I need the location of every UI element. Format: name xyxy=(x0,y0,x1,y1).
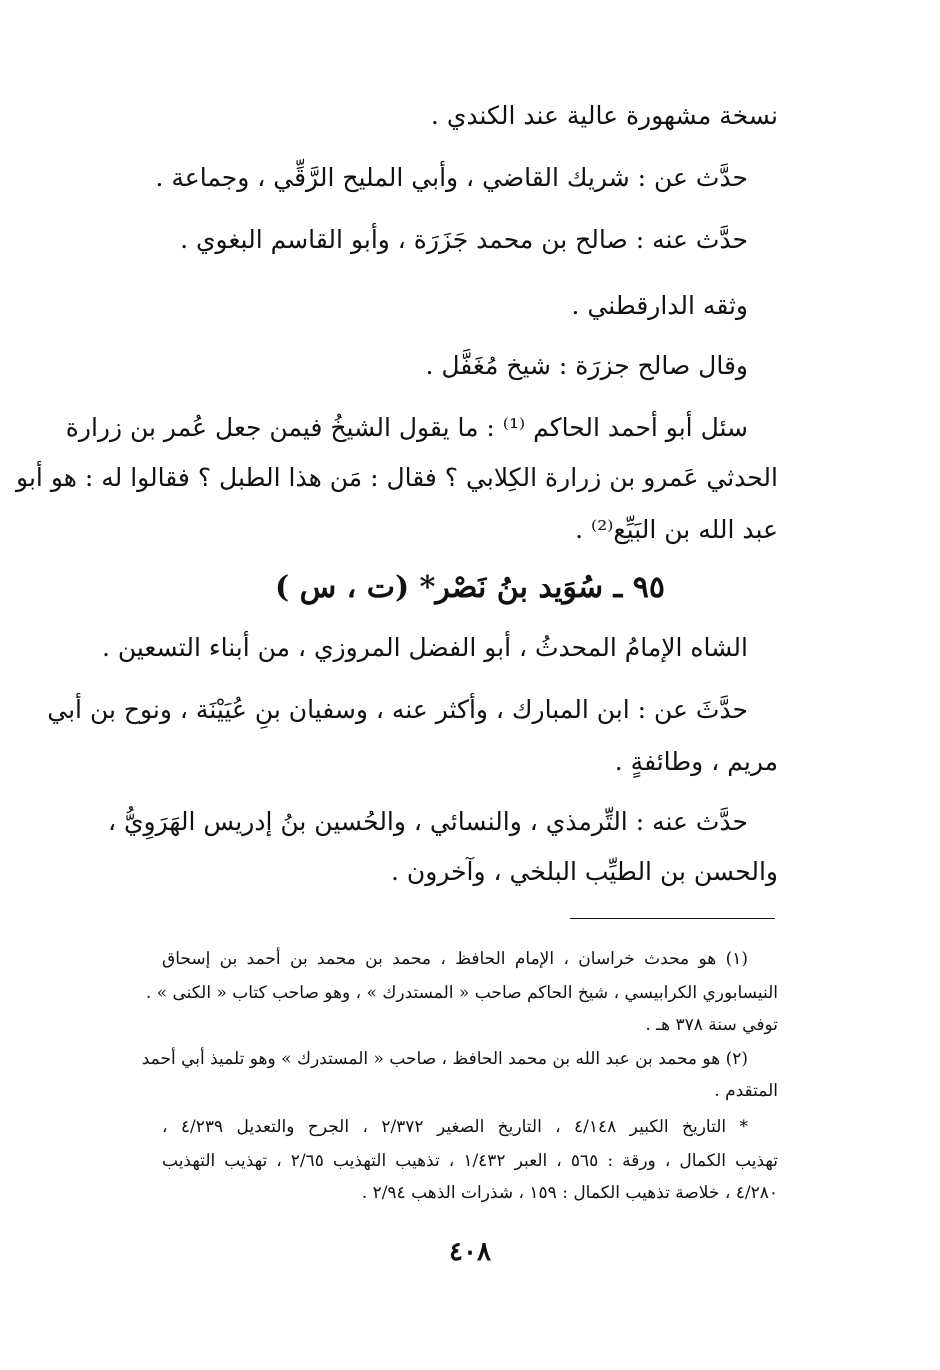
footnote-line-5: المتقدم . xyxy=(714,1081,778,1101)
footnote-line-1: (١) هو محدث خراسان ، الإمام الحافظ ، محمد بن محمد بن أحمد بن إسحاق xyxy=(162,949,748,969)
body-line-8: عبد الله بن البَيِّع⁽²⁾ . xyxy=(575,515,778,544)
body-line-3: حدَّث عنه : صالح بن محمد جَزَرَة ، وأبو القاسم البغوي . xyxy=(180,225,748,254)
footnote-separator xyxy=(570,918,775,919)
footnote-line-2: النيسابوري الكرابيسي ، شيخ الحاكم صاحب « المستدرك » ، وهو صاحب كتاب « الكنى » . xyxy=(145,983,778,1003)
footnote-line-7: تهذيب الكمال ، ورقة : ٥٦٥ ، العبر ١/٤٣٢ ، تذهيب التهذيب ٢/٦٥ ، تهذيب التهذيب xyxy=(162,1151,778,1171)
page-number: ٤٠٨ xyxy=(449,1237,491,1267)
body-line-6: سئل أبو أحمد الحاكم ⁽¹⁾ : ما يقول الشيخُ فيمن جعل عُمر بن زرارة xyxy=(65,413,748,442)
entry-heading: ٩٥ ـ سُوَيد بنُ نَصْر* (ت ، س ) xyxy=(274,570,666,605)
body-line-1: نسخة مشهورة عالية عند الكندي . xyxy=(430,101,778,130)
footnote-line-6: * التاريخ الكبير ٤/١٤٨ ، التاريخ الصغير ٢/٣٧٢ ، الجرح والتعديل ٤/٢٣٩ ، xyxy=(162,1117,748,1137)
body-line-2: حدَّث عن : شريك القاضي ، وأبي المليح الرَّقِّي ، وجماعة . xyxy=(155,163,748,192)
body-line-4: وثقه الدارقطني . xyxy=(571,291,748,320)
footnote-line-3: توفي سنة ٣٧٨ هـ . xyxy=(645,1015,778,1035)
entry-line-4: حدَّث عنه : التِّرمذي ، والنسائي ، والحُسين بنُ إدريس الهَرَوِيُّ ، xyxy=(107,807,748,836)
body-line-5: وقال صالح جزرَة : شيخ مُغَفَّل . xyxy=(425,351,748,380)
entry-line-3: مريم ، وطائفةٍ . xyxy=(614,747,778,776)
footnote-line-4: (٢) هو محمد بن عبد الله بن محمد الحافظ ، صاحب « المستدرك » وهو تلميذ أبي أحمد xyxy=(141,1049,748,1069)
entry-line-5: والحسن بن الطيِّب البلخي ، وآخرون . xyxy=(390,857,778,886)
entry-line-2: حدَّثَ عن : ابن المبارك ، وأكثر عنه ، وسفيان بنِ عُيَيْنَة ، ونوح بن أبي xyxy=(47,695,748,724)
footnote-line-8: ٤/٢٨٠ ، خلاصة تذهيب الكمال : ١٥٩ ، شذرات الذهب ٢/٩٤ . xyxy=(361,1183,778,1203)
body-line-7: الحدثي عَمرو بن زرارة الكِلابي ؟ فقال : مَن هذا الطبل ؟ فقالوا له : هو أبو xyxy=(16,463,778,492)
entry-line-1: الشاه الإمامُ المحدثُ ، أبو الفضل المروزي ، من أبناء التسعين . xyxy=(101,633,748,662)
